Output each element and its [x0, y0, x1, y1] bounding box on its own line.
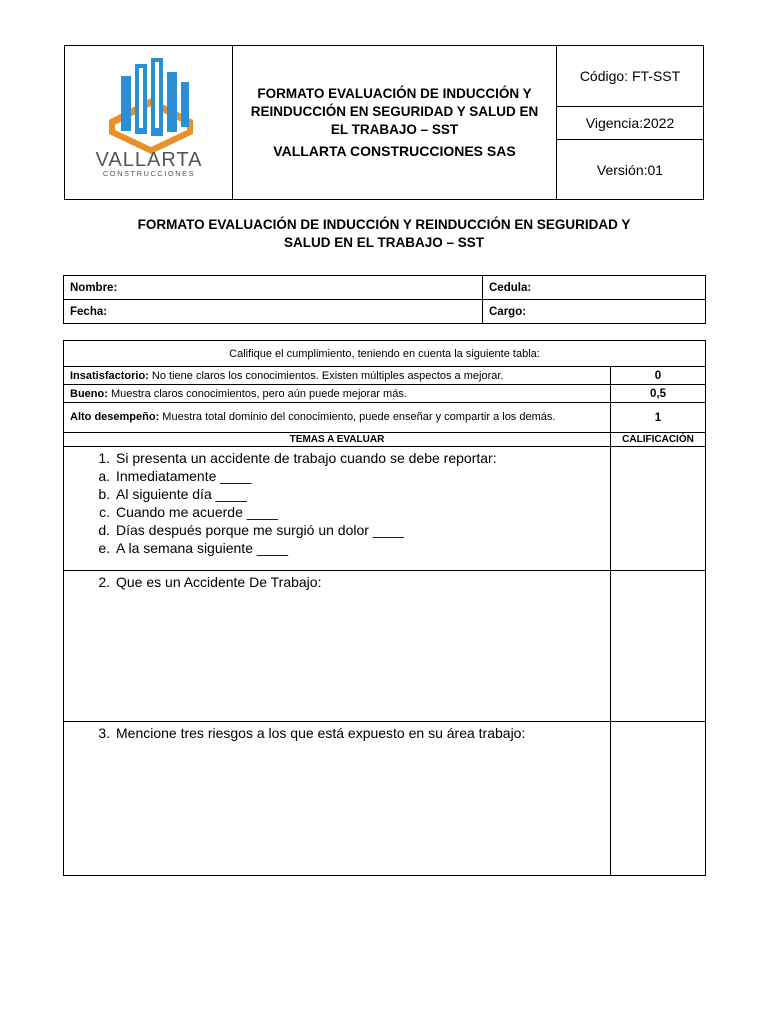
option-text: Cuando me acuerde ____ [116, 504, 278, 520]
rating-level-label: Alto desempeño: [70, 411, 160, 423]
logo-subtext: CONSTRUCCIONES [102, 169, 196, 178]
logo-text: VALLARTA [95, 149, 203, 171]
question-3 [64, 722, 611, 876]
id-field[interactable]: Cedula: [483, 276, 706, 300]
score-cell[interactable] [611, 722, 706, 876]
score-cell[interactable] [611, 571, 706, 722]
personal-info-table [63, 275, 706, 324]
question-text [70, 724, 604, 742]
date-field[interactable]: Fecha: [64, 300, 483, 324]
rating-level-desc [64, 403, 611, 433]
rating-level-score: 1 [611, 403, 706, 433]
question-option[interactable] [70, 539, 604, 557]
option-letter: c. [99, 504, 110, 520]
info-row [64, 300, 706, 324]
question-option[interactable] [70, 485, 604, 503]
info-row [64, 276, 706, 300]
question-option[interactable] [70, 503, 604, 521]
rating-level-row [64, 403, 706, 433]
question-option[interactable] [70, 467, 604, 485]
rating-level-desc [64, 367, 611, 385]
position-field[interactable]: Cargo: [483, 300, 706, 324]
question-1 [64, 447, 611, 571]
question-2 [64, 571, 611, 722]
option-letter: d. [98, 522, 110, 538]
question-text [70, 449, 604, 467]
question-number: 2. [98, 574, 110, 590]
question-statement: Mencione tres riesgos a los que está expuesto en su área trabajo: [116, 725, 526, 741]
question-statement: Si presenta un accidente de trabajo cuando se debe reportar: [116, 450, 497, 466]
rating-level-row [64, 385, 706, 403]
col-topics-header: TEMAS A EVALUAR [64, 433, 611, 447]
option-text: Al siguiente día ____ [116, 486, 247, 502]
evaluation-table [63, 340, 706, 876]
rating-level-desc [64, 385, 611, 403]
question-row [64, 722, 706, 876]
rating-level-score: 0 [611, 367, 706, 385]
question-number: 3. [98, 725, 110, 741]
score-cell[interactable] [611, 447, 706, 571]
header-meta-cell [557, 46, 703, 199]
question-row [64, 571, 706, 722]
main-title [64, 216, 704, 252]
document-code: Código: FT-SST [557, 46, 703, 107]
main-title-line1: FORMATO EVALUACIÓN DE INDUCCIÓN Y REINDUCCIÓN EN SEGURIDAD Y [137, 217, 631, 232]
main-title-line2: SALUD EN EL TRABAJO – SST [283, 235, 485, 250]
rating-level-text: Muestra total dominio del conocimiento, puede enseñar y compartir a los demás. [159, 411, 556, 423]
rating-level-text: Muestra claros conocimientos, pero aún puede mejorar más. [107, 387, 407, 400]
question-row [64, 447, 706, 571]
header-title-cell [233, 46, 557, 199]
question-number: 1. [98, 450, 110, 466]
option-text: Días después porque me surgió un dolor ____ [116, 522, 404, 538]
option-text: Inmediatamente ____ [116, 468, 252, 484]
option-letter: b. [98, 486, 110, 502]
rating-instruction: Califique el cumplimiento, teniendo en cuenta la siguiente tabla: [64, 341, 706, 367]
header-title: FORMATO EVALUACIÓN DE INDUCCIÓN Y REINDUCCIÓN EN SEGURIDAD Y SALUD EN EL TRABAJO – SST [250, 85, 539, 137]
rating-level-row [64, 367, 706, 385]
question-option[interactable] [70, 521, 604, 539]
rating-level-label: Bueno: [70, 387, 108, 400]
option-letter: e. [98, 540, 110, 556]
col-score-header: CALIFICACIÓN [611, 433, 706, 447]
question-statement: Que es un Accidente De Trabajo: [116, 574, 322, 590]
header-company: VALLARTA CONSTRUCCIONES SAS [273, 142, 516, 159]
logo-cell [65, 46, 233, 199]
document-validity: Vigencia:2022 [557, 107, 703, 140]
column-header-row [64, 433, 706, 447]
company-logo [65, 46, 233, 199]
rating-level-label: Insatisfactorio: [70, 369, 149, 382]
rating-level-text: No tiene claros los conocimientos. Existen múltiples aspectos a mejorar. [148, 369, 504, 382]
instruction-row [64, 341, 706, 367]
question-text [70, 573, 604, 591]
rating-level-score: 0,5 [611, 385, 706, 403]
option-letter: a. [98, 468, 110, 484]
document-header [64, 45, 704, 200]
document-version: Versión:01 [596, 161, 664, 178]
name-field[interactable]: Nombre: [64, 276, 483, 300]
option-text: A la semana siguiente ____ [116, 540, 289, 556]
